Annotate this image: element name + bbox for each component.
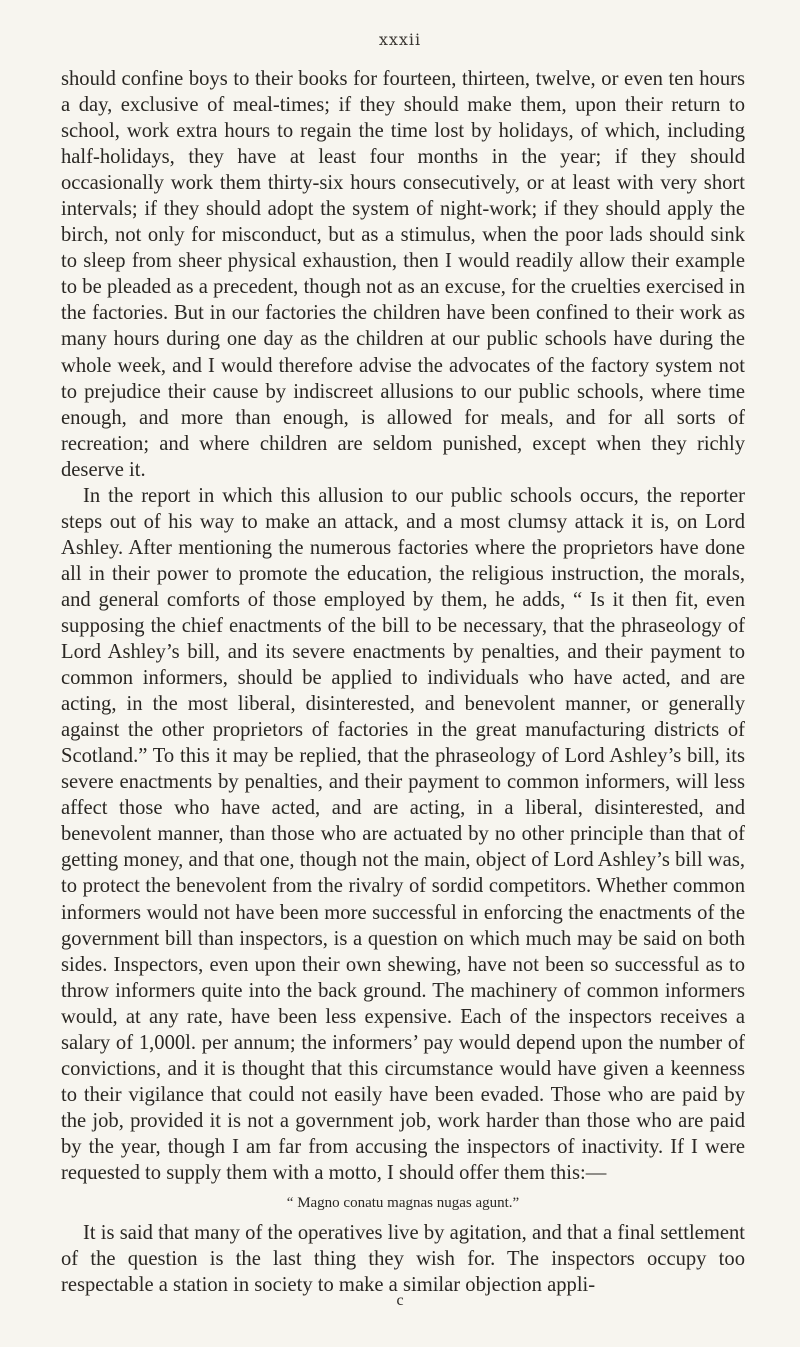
paragraph-2: In the report in which this allusion to our public schools occurs, the reporter steps out of his way to make an attack, and a most clumsy attack it is, on Lord Ashley. After mentioning the numerous factories where the proprietors have done all in their power to promote the education, the religious instruction, the morals, and general comforts of those employed by them, he adds, “ Is it then fit, even supposing the chief enactments of the bill to be necessary, that the phraseology of Lord Ashley’s bill, and its severe enactments by penalties, and their payment to common informers, should be applied to individuals who have acted, and are acting, in the most liberal, disinterested, and benevolent manner, or generally against the other proprietors of factories in the great manufacturing districts of Scotland.” To this it may be replied, that the phraseology of Lord Ashley’s bill, its severe enactments by penalties, and their payment to common informers, will less affect those who have acted, and are acting, in a liberal, disinterested, and benevolent manner, than those who are actuated by no other principle than that of getting money, and that one, though not the main, object of Lord Ashley’s bill was, to protect the benevolent from the rivalry of sordid competitors. Whether common informers would not have been more successful in enforcing the enactments of the government bill than inspectors, is a question on which much may be said on both sides. Inspectors, even upon their own shewing, have not been so successful as to throw informers quite into the back ground. The machinery of common informers would, at any rate, have been less expensive. Each of the inspectors receives a salary of 1,000l. per annum; the informers’ pay would depend upon the number of convictions, and it is thought that this circumstance would have given a keenness to their vigilance that could not easily have been evaded. Those who are paid by the job, provided it is not a government job, work harder than those who are paid by the year, though I am far from accusing the inspectors of inactivity. If I were requested to supply them with a motto, I should offer them this:— bbox=[61, 484, 745, 1184]
page-number: xxxii bbox=[378, 30, 422, 49]
paragraph-1: should confine boys to their books for fourteen, thirteen, twelve, or even ten hours a day, exclusive of meal-times; if they should make them, upon their return to school, work extra hours to regain the time lost by holidays, of which, including half-holidays, they have at least four months in the year; if they should occasionally work them thirty-six hours consecutively, or at least with very short intervals; if they should adopt the system of night-work; if they should apply the birch, not only for misconduct, but as a stimulus, when the poor lads should sink to sleep from sheer physical exhaustion, then I would readily allow their example to be pleaded as a precedent, though not as an excuse, for the cruelties exercised in the factories. But in our factories the children have been confined to their work as many hours during one day as the children at our public schools have during the whole week, and I would therefore advise the advocates of the factory system not to prejudice their cause by indiscreet allusions to our public schools, where time enough, and more than enough, is allowed for meals, and for all sorts of recreation; and where children are seldom punished, except when they richly deserve it. bbox=[61, 68, 745, 481]
paragraph-3: It is said that many of the operatives live by agitation, and that a final settlement of the question is the last thing they wish for. The inspectors occupy too respectable a station in society to make a similar objection appli- bbox=[61, 1222, 745, 1297]
latin-motto: “ Magno conatu magnas nugas agunt.” bbox=[286, 1195, 520, 1212]
signature-mark: c bbox=[396, 1292, 404, 1309]
body-text bbox=[61, 66, 745, 1298]
